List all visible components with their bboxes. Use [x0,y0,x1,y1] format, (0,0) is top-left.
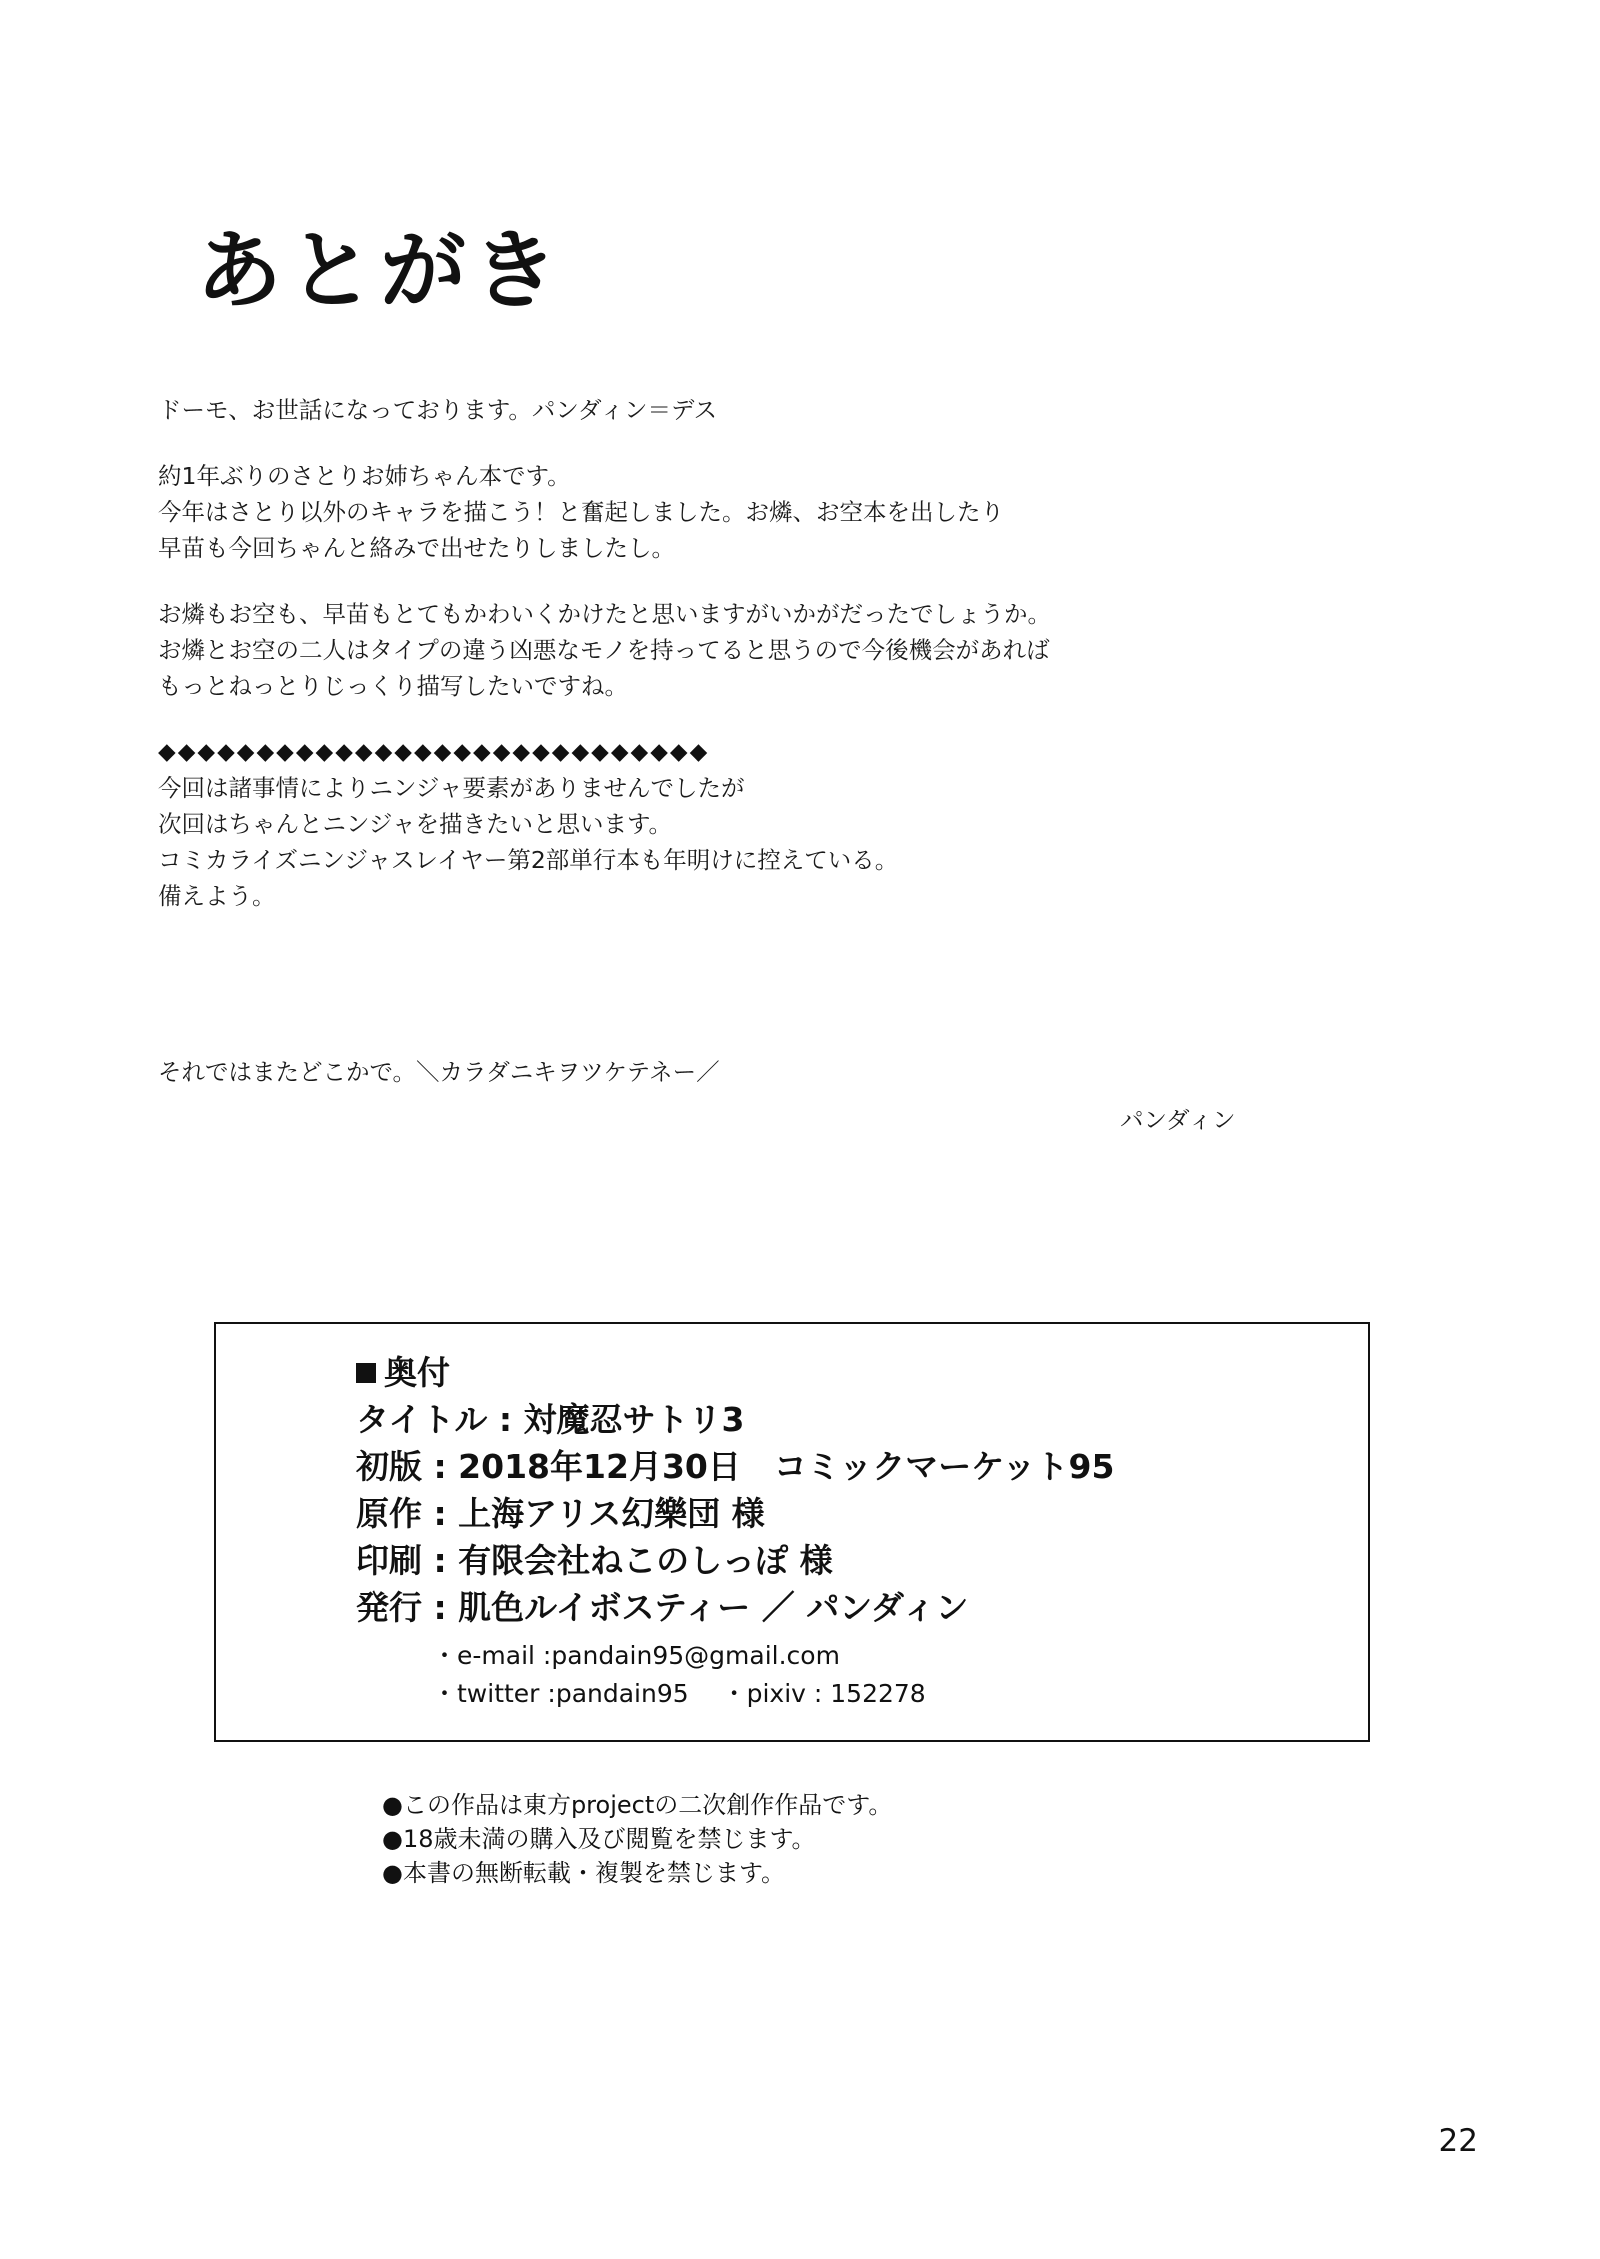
page-number: 22 [1438,2123,1478,2159]
paragraph-line: 今回は諸事情によりニンジャ要素がありませんでしたが [158,774,745,802]
paragraph-line: コミカライズニンジャスレイヤー第2部単行本も年明けに控えている。 [158,846,899,874]
filled-square-icon [356,1363,376,1383]
notice-reproduction: ●本書の無断転載・複製を禁じます。 [382,1859,786,1887]
paragraph-line: 次回はちゃんとニンジャを描きたいと思います。 [158,810,673,838]
notice-age-restriction: ●18歳未満の購入及び閲覧を禁じます。 [382,1825,816,1853]
colophon-box [214,1322,1370,1742]
legal-notices [382,1788,892,1890]
diamond-divider: ◆◆◆◆◆◆◆◆◆◆◆◆◆◆◆◆◆◆◆◆◆◆◆◆◆◆◆◆ [158,739,710,765]
paragraph-line: 早苗も今回ちゃんと絡みで出せたりしましたし。 [158,534,675,562]
colophon-heading [356,1350,1368,1396]
paragraph-line: 約1年ぶりのさとりお姉ちゃん本です。 [158,462,571,490]
paragraph-line: 今年はさとり以外のキャラを描こう！と奮起しました。お燐、お空本を出したり [158,498,1004,526]
author-signature: パンダィン [1120,1106,1236,1134]
colophon-contact-email: ・e-mail :pandain95@gmail.com [432,1641,840,1670]
colophon-edition: 初版 : 2018年12月30日 コミックマーケット95 [356,1447,1115,1486]
colophon-printer: 印刷 : 有限会社ねこのしっぽ 様 [356,1541,833,1580]
paragraph-greeting [158,392,1358,428]
paragraph-line: お燐もお空も、早苗もとてもかわいくかけたと思いますがいかがだったでしょうか。 [158,600,1051,628]
paragraph-line: もっとねっとりじっくり描写したいですね。 [158,672,628,700]
paragraph-line: ドーモ、お世話になっております。パンダィン＝デス [158,396,718,424]
colophon-contact-social: ・twitter :pandain95 ・pixiv : 152278 [432,1679,926,1708]
colophon-heading-label: 奥付 [384,1353,450,1392]
paragraph-characters [158,596,1358,704]
colophon-publisher: 発行 : 肌色ルイボスティー ／ パンダィン [356,1588,969,1627]
page-title: あとがき [196,220,564,321]
paragraph-line: 備えよう。 [158,882,276,910]
closing-line: それではまたどこかで。＼カラダニキヲツケテネー／ [158,1058,720,1086]
paragraph-intro [158,458,1358,566]
paragraph-ninja [158,734,1358,914]
paragraph-line: お燐とお空の二人はタイプの違う凶悪なモノを持ってると思うので今後機会があれば [158,636,1050,664]
notice-derivative-work: ●この作品は東方projectの二次創作作品です。 [382,1791,893,1819]
colophon-title: タイトル : 対魔忍サトリ3 [356,1400,745,1439]
afterword-body [158,392,1358,944]
colophon-original-work: 原作 : 上海アリス幻樂団 様 [356,1494,765,1533]
